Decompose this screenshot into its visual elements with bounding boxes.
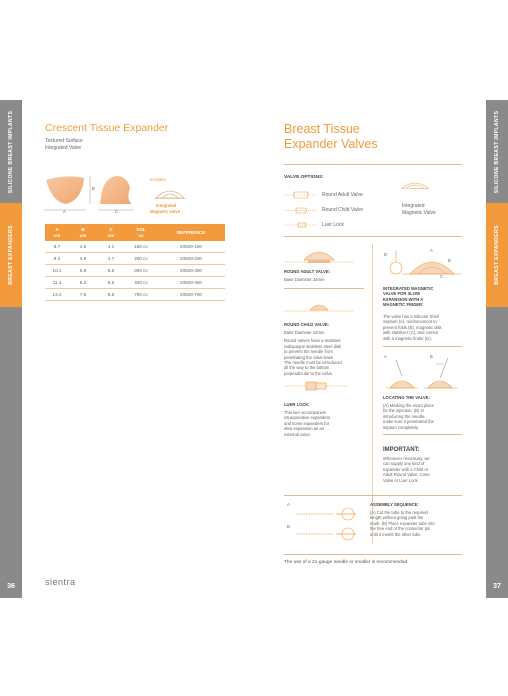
option-luer-lock: Luer Lock [322, 222, 344, 228]
table-cell: 20829-150 [157, 241, 225, 253]
round-child-line: radiopaque stainless steel disk [284, 343, 342, 349]
luer-lock-illustration [284, 378, 348, 394]
header-reference: REFERENCE [157, 224, 225, 241]
magnetic-heading-line: EXPANSION WITH A [383, 296, 424, 302]
locating-line: septum completely. [383, 424, 419, 430]
options-rule [284, 236, 462, 237]
luer-lock-icon [284, 220, 318, 230]
important-line: Whenever necessary, we [383, 456, 430, 461]
locating-line: make sure it penetrated the [383, 419, 434, 425]
table-cell: 20829-400 [157, 277, 225, 289]
important-line: Adult Round Valve, Cone [383, 472, 430, 478]
table-row [45, 265, 225, 277]
right-page-title-2: Expander Valves [284, 137, 378, 151]
magnetic-heading-line: VALVE FOR SLOW [383, 291, 421, 297]
right-side-strip [486, 307, 508, 576]
table-row [45, 241, 225, 253]
integrated-valve-icon [152, 185, 188, 201]
magnetic-line: with stabilizer (C), and comes [383, 330, 438, 336]
round-child-line: The needle must be introduced [284, 360, 342, 366]
table-cell: 11.4 [45, 277, 69, 289]
table-cell: 200 cc [125, 253, 157, 265]
option-integrated-2: Magnetic Valve [402, 210, 436, 216]
header-b: B cm [69, 224, 97, 241]
sizes-table [45, 224, 225, 301]
luer-line: slow expansion as an [284, 426, 325, 432]
locating-line: for the injection. (B) In [383, 408, 424, 414]
left-page-subtitle-2: Integrated Valve [45, 145, 82, 151]
magnetic-part-label-b: B [448, 258, 451, 263]
assembly-line: (A) Cut the tube to the required [370, 510, 428, 515]
round-child-line: perpendicular to the valve. [284, 370, 334, 376]
brand-logo: sientra [45, 577, 76, 587]
header-vol: VOL cc [125, 224, 157, 241]
right-page-title-1: Breast Tissue [284, 122, 360, 136]
table-cell: 10.1 [45, 265, 69, 277]
locating-line: (A) Marking the exact place [383, 403, 434, 408]
valve-options-heading: VALVE OPTIONS: [284, 175, 324, 180]
round-child-heading: ROUND CHILD VALVE: [284, 322, 330, 327]
option-round-adult: Round Adult Valve [322, 192, 363, 198]
magnetic-line: prevent folds (B), magnetic disk [383, 324, 442, 330]
table-cell: 5.6 [69, 265, 97, 277]
table-cell: 20829-300 [157, 265, 225, 277]
includes-label: Includes: [150, 177, 167, 182]
header-c: C cm [97, 224, 125, 241]
assembly-rule [284, 495, 462, 496]
locating-heading: LOCATING THE VALVE: [383, 395, 430, 400]
header-a: A cm [45, 224, 69, 241]
table-cell: 4.6 [69, 241, 97, 253]
luer-lock-heading: LUER LOCK: [284, 402, 310, 407]
option-integrated-1: Integrated [402, 203, 425, 209]
assembly-illustration [290, 502, 364, 548]
luer-line: and some expanders for [284, 420, 330, 426]
table-row [45, 277, 225, 289]
left-page-number: 36 [0, 576, 22, 598]
integrated-magnetic-valve-icon [400, 178, 430, 202]
assembly-heading: ASSEMBLY SEQUENCE: [370, 502, 419, 507]
round-adult-rule [284, 288, 364, 289]
magnetic-line: The valve has a Silicone Shell [383, 314, 439, 319]
footnote-rule [284, 554, 462, 555]
table-header-row [45, 224, 225, 241]
magnetic-valve-heading [383, 286, 433, 308]
dimension-label-b: B [92, 186, 95, 191]
magnetic-rule [383, 346, 462, 347]
option-round-child: Round Child Valve [322, 207, 364, 213]
magnetic-valve-text [383, 314, 442, 341]
round-child-valve-illustration [284, 296, 354, 318]
left-side-tab-expanders-label: BREAST EXPANDERS [8, 225, 14, 285]
important-text [383, 456, 430, 483]
round-child-line: Base Diameter 22mm [284, 330, 325, 335]
assembly-part-label-b: B [287, 524, 290, 529]
title-rule [284, 164, 462, 165]
locating-part-label-a: A [384, 354, 387, 359]
table-cell: 300 cc [125, 265, 157, 277]
magnetic-valve-illustration [382, 246, 462, 284]
left-page-subtitle-1: Textured Surface [45, 138, 83, 144]
magnetic-line: with a magnetic finder (D). [383, 335, 432, 341]
magnetic-part-label-c: C [440, 274, 444, 279]
assembly-line: until it meets the other tube. [370, 531, 422, 537]
left-side-tab-implants-label: SILICONE BREAST IMPLANTS [8, 110, 14, 194]
important-line: can supply any kind of [383, 461, 425, 467]
round-child-line: all the way to the bottom [284, 365, 330, 371]
luer-line: This luer accompanies [284, 410, 326, 415]
table-cell: 9.3 [45, 253, 69, 265]
table-cell: 400 cc [125, 277, 157, 289]
table-cell: 20829-200 [157, 253, 225, 265]
important-heading: IMPORTANT: [383, 447, 420, 453]
table-cell: 4.7 [97, 253, 125, 265]
table-cell: 20829-700 [157, 289, 225, 301]
magnetic-heading-line: MAGNETIC FINDER: [383, 302, 424, 308]
locating-text [383, 403, 434, 430]
assembly-text [370, 510, 435, 537]
table-cell: 7.8 [69, 289, 97, 301]
table-cell: 6.5 [97, 277, 125, 289]
magnetic-part-label-d: D [384, 252, 388, 257]
locating-line: introducing the needle, [383, 413, 426, 419]
dimension-label-c: C [115, 209, 119, 214]
round-child-line: Round Valves have a resistant [284, 338, 341, 344]
round-child-text [284, 330, 370, 376]
round-adult-heading: ROUND ADULT VALVE: [284, 269, 331, 274]
luer-lock-text [284, 410, 370, 437]
round-adult-valve-icon [284, 190, 318, 200]
integrated-valve-label-1: Integrated [156, 203, 177, 208]
important-line: Valve or Luer Lock. [383, 477, 419, 483]
luer-line: external valve. [284, 431, 311, 437]
integrated-valve-label-2: Magnetic Valve [150, 209, 181, 214]
table-cell: 5.8 [97, 265, 125, 277]
vertical-divider [372, 244, 373, 544]
table-cell: 13.4 [45, 289, 69, 301]
luer-line: intraoperative expanders [284, 415, 331, 421]
table-row [45, 289, 225, 301]
assembly-line: length without going past the [370, 515, 424, 521]
magnetic-part-label-a: A [430, 248, 433, 253]
table-cell: 150 cc [125, 241, 157, 253]
left-side-strip [0, 307, 22, 576]
assembly-part-label-a: A [287, 502, 290, 507]
locating-rule [383, 434, 462, 435]
round-child-line: to prevent the needle from [284, 349, 333, 355]
table-cell: 4.9 [69, 253, 97, 265]
footnote: The use of a 21-gauge needle or smaller is recommended. [284, 560, 409, 565]
table-cell: 6.2 [69, 277, 97, 289]
right-side-tab-implants-label: SILICONE BREAST IMPLANTS [494, 110, 500, 194]
round-adult-text: Base Diameter 34mm [284, 277, 325, 282]
right-side-tab-expanders-label: BREAST EXPANDERS [494, 225, 500, 285]
important-line: expander with a Child or [383, 466, 429, 472]
table-cell: 8.7 [45, 241, 69, 253]
assembly-line: mark. (B) Place expander tube into [370, 520, 435, 526]
table-row [45, 253, 225, 265]
crescent-expander-illustration [40, 170, 140, 218]
locating-valve-illustration [382, 352, 462, 392]
table-cell: 8.8 [97, 289, 125, 301]
locating-part-label-b: B [430, 354, 433, 359]
round-child-line: penetrating the valve base. [284, 354, 335, 360]
right-page-number: 37 [486, 576, 508, 598]
table-cell: 4.1 [97, 241, 125, 253]
magnetic-line: Septum (A), reinforcement to [383, 319, 437, 325]
left-page-title: Crescent Tissue Expander [45, 122, 169, 134]
table-cell: 700 cc [125, 289, 157, 301]
dimension-label-a: A [63, 209, 66, 214]
round-adult-valve-illustration [284, 246, 354, 268]
assembly-line: the free end of the connector pin [370, 526, 431, 532]
magnetic-heading-line: INTEGRATED MAGNETIC [383, 286, 434, 291]
round-child-valve-icon [284, 205, 318, 215]
